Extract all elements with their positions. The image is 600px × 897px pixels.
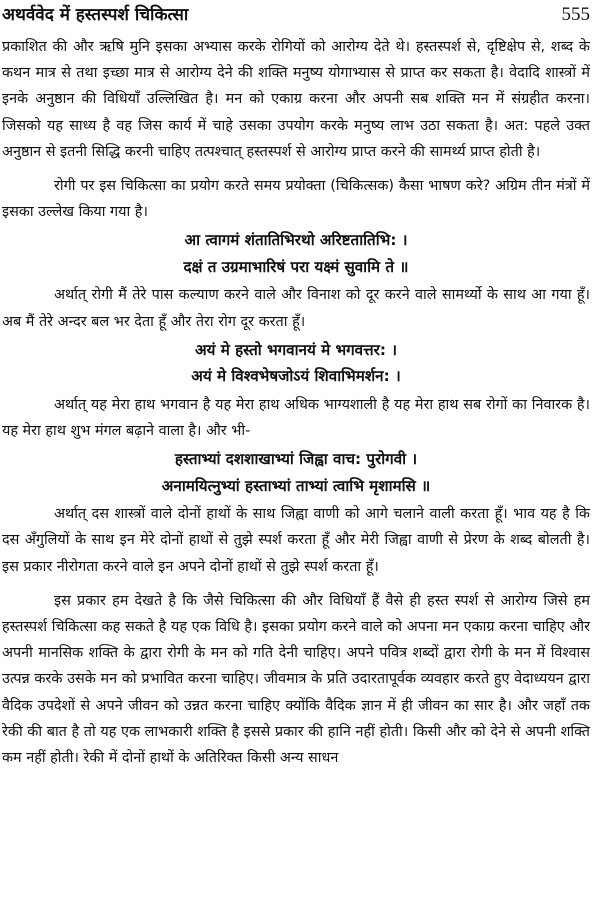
verse-1-line-2: दक्षं त उग्रमाभारिषं परा यक्ष्मं सुवामि ते ॥ <box>183 257 409 276</box>
verse-1-line-1: आ त्वागमं शंतातिभिरथो अरिष्टतातिभि: । <box>184 231 408 250</box>
verse-3 <box>2 446 590 499</box>
verse-2-line-2: अयं मे विश्वभेषजोऽयं शिवाभिमर्शन: । <box>191 367 401 386</box>
verse-2-line-1: अयं मे हस्तो भगवानयं मे भगवत्तर: । <box>195 340 397 359</box>
paragraph-6: इस प्रकार हम देखते है कि जैसे चिकित्सा की और विधियाँ हैं वैसे ही हस्त स्पर्श से आरोग्य जिसे हम हस्तस्पर्श चिकित्सा कह सकते है यह एक विधि है। इसका प्रयोग करने वाले को अपना मन एकाग्र करना चाहिए और अपनी मानसिक शक्ति के द्वारा रोगी के मन को गति देनी चाहिए। अपने पवित्र शब्दों द्वारा रोगी के मन में विश्वास उत्पन्न करके उसके मन को प्रभावित करना चाहिए। जीवमात्र के प्रति उदारतापूर्वक व्यवहार करते हुए वेदाध्ययन द्वारा वैदिक उपदेशों से अपने जीवन को उन्नत करना चाहिए क्योंकि वैदिक ज्ञान में ही जीवन का सार है। और जहाँ तक रेकी की बात है तो यह एक लाभकारी शक्ति है इससे प्रकार की हानि नहीं होती। किसी और को देने से अपनी शक्ति कम नहीं होती। रेकी में दोनों हाथों के अतिरिक्त किसी अन्य साधन <box>2 592 590 767</box>
paragraph-4: अर्थात् यह मेरा हाथ भगवान है यह मेरा हाथ अधिक भाग्यशाली है यह मेरा हाथ सब रोगों का निवारक है। यह मेरा हाथ शुभ मंगल बढ़ाने वाला है। और भी- <box>2 396 590 440</box>
page-number: 555 <box>561 4 590 25</box>
verse-3-line-1: हस्ताभ्यां दशशाखाभ्यां जिह्वा वाच: पुरोगवी । <box>174 450 418 469</box>
running-title: अथर्ववेद में हस्तस्पर्श चिकित्सा <box>2 5 189 25</box>
page-header <box>2 0 590 34</box>
verse-2 <box>2 337 590 390</box>
paragraph-2: रोगी पर इस चिकित्सा का प्रयोग करते समय प्रयोक्ता (चिकित्सक) कैसा भाषण करे? अग्रिम तीन मंत्रों में इसका उल्लेख किया गया है। <box>2 178 590 221</box>
verse-1 <box>2 227 590 280</box>
verse-3-line-2: अनामयित्नुभ्यां हस्ताभ्यां ताभ्यां त्वाभि मृशामसि ॥ <box>161 476 431 495</box>
paragraph-3: अर्थात् रोगी मैं तेरे पास कल्याण करने वाले और विनाश को दूर करने वाले सामर्थ्यो के साथ आ गया हूँ। अब मैं तेरे अन्दर बल भर देता हूँ और तेरा रोग दूर करता हूँ। <box>2 287 590 330</box>
paragraph-1: प्रकाशित की और ऋषि मुनि इसका अभ्यास करके रोगियों को आरोग्य देते थे। हस्तस्पर्श से, दृष्टिक्षेप से, शब्द के कथन मात्र से तथा इच्छा मात्र से आरोग्य देने की शक्ति मनुष्य योगाभ्यास से प्राप्त कर सकता है। वेदादि शास्त्रों में इनके अनुष्ठान की विधियाँ उल्लिखित है। मन को एकाग्र करना और अपनी सब शक्ति मन में संग्रहीत करना। जिसको यह साध्य है वह जिस कार्य में चाहे उसका उपयोग करके मनुष्य लाभ उठा सकता है। अत: पहले उक्त अनुष्ठान से इतनी सिद्धि करनी चाहिए तत्पश्चात् हस्तस्पर्श से आरोग्य प्राप्त करने की सामर्थ्य प्राप्त होती है। <box>2 39 590 160</box>
paragraph-5: अर्थात् दस शास्त्रों वाले दोनों हाथों के साथ जिह्वा वाणी को आगे चलाने वाली करता हूँ। भाव यह है कि दस अँगुलियों के साथ इन मेरे दोनों हाथों से तुझे स्पर्श करता हूँ और मेरी जिह्वा वाणी से प्रेरण के शब्द बोलती है। इस प्रकार नीरोगता करने वाले इन अपने दोनों हाथों से तुझे स्पर्श करता हूँ। <box>2 506 590 575</box>
